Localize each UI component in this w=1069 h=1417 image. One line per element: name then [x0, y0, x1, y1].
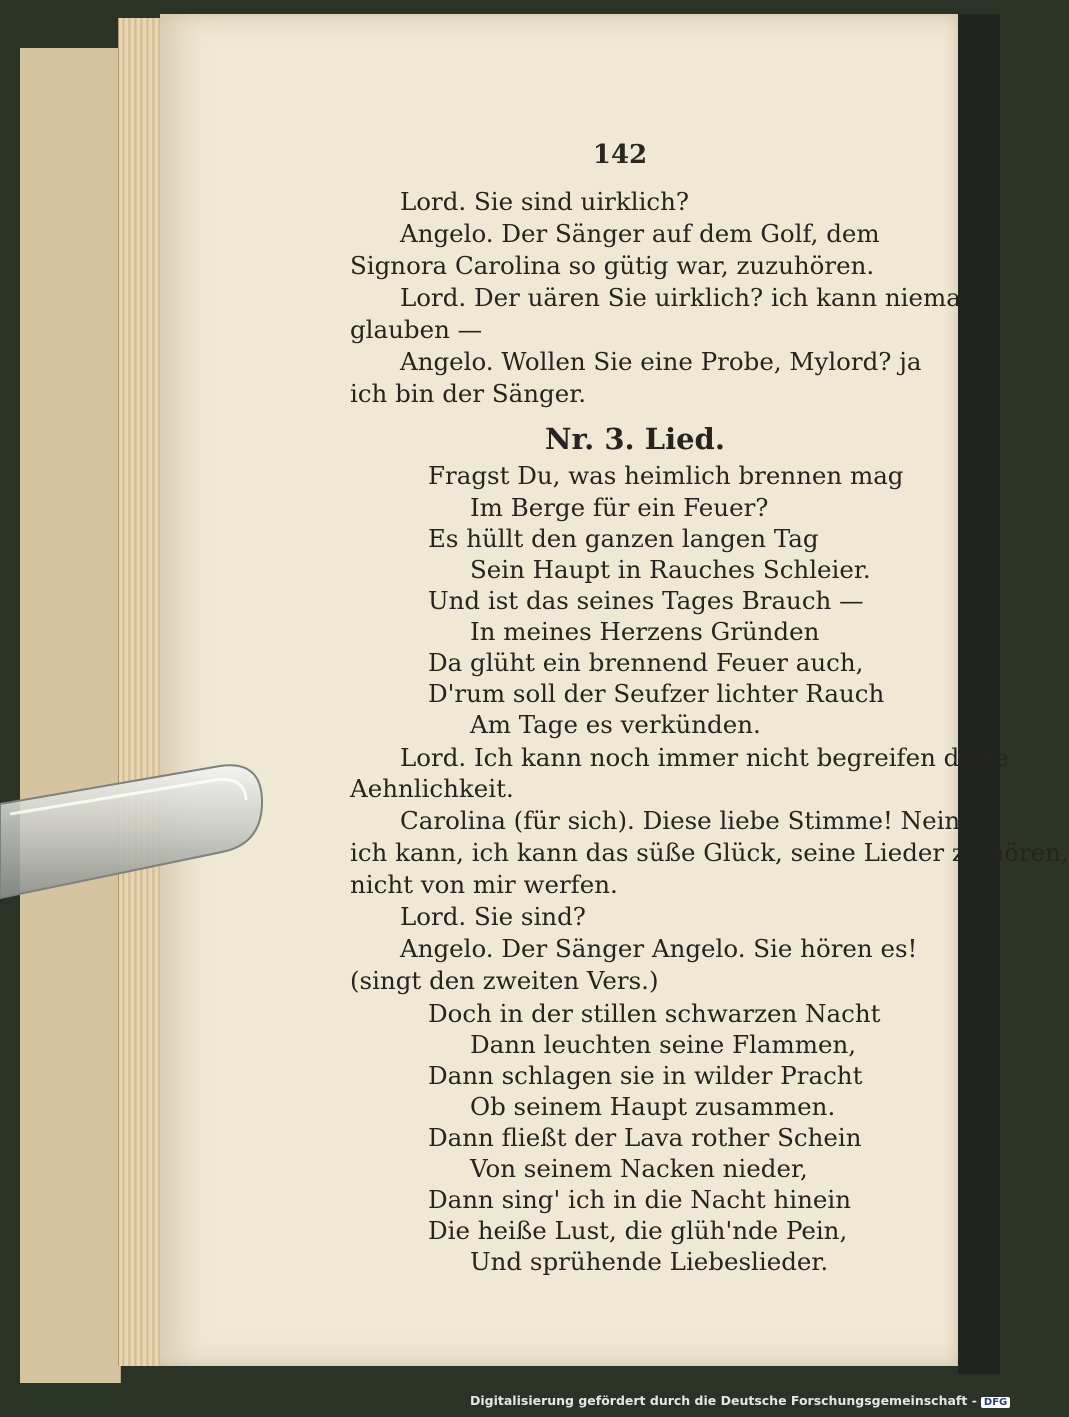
back-page-sheet — [20, 48, 121, 1383]
verse-line: Am Tage es verkünden. — [470, 710, 761, 739]
right-scan-edge — [958, 14, 1000, 1374]
dfg-logo: DFG — [981, 1397, 1010, 1408]
glass-page-holder — [0, 760, 270, 900]
verse-line: Und ist das seines Tages Brauch — — [428, 586, 864, 615]
footer-text: Digitalisierung gefördert durch die Deutsche Forschungsgemeinschaft - — [470, 1393, 977, 1408]
text-line: Angelo. Der Sänger auf dem Golf, dem — [400, 219, 880, 248]
verse-line: Dann leuchten seine Flammen, — [470, 1030, 857, 1059]
page-number: 142 — [592, 140, 648, 170]
text-line: ich bin der Sänger. — [350, 379, 587, 408]
verse-line: In meines Herzens Gründen — [470, 617, 820, 646]
text-line: Lord. Ich kann noch immer nicht begreifen diese — [400, 743, 1009, 772]
verse-line: Die heiße Lust, die glüh'nde Pein, — [428, 1216, 848, 1245]
verse-line: Fragst Du, was heimlich brennen mag — [428, 461, 904, 490]
text-line: Lord. Der uären Sie uirklich? ich kann niemals — [400, 283, 982, 312]
text-line: Angelo. Der Sänger Angelo. Sie hören es! — [400, 934, 918, 963]
text-line: Angelo. Wollen Sie eine Probe, Mylord? ja — [400, 347, 922, 376]
verse-line: Doch in der stillen schwarzen Nacht — [428, 999, 881, 1028]
verse-line: Sein Haupt in Rauches Schleier. — [470, 555, 871, 584]
text-line: Lord. Sie sind? — [400, 902, 586, 931]
digitization-footer — [470, 1393, 1008, 1413]
verse-line: Dann schlagen sie in wilder Pracht — [428, 1061, 863, 1090]
text-line: glauben — — [350, 315, 483, 344]
text-line: ich kann, ich kann das süße Glück, seine Lieder zu hören, — [350, 838, 1069, 867]
verse-line: Da glüht ein brennend Feuer auch, — [428, 648, 864, 677]
text-line: (singt den zweiten Vers.) — [350, 966, 659, 995]
verse-line: Es hüllt den ganzen langen Tag — [428, 524, 819, 553]
text-line: nicht von mir werfen. — [350, 870, 618, 899]
verse-line: D'rum soll der Seufzer lichter Rauch — [428, 679, 885, 708]
verse-line: Dann fließt der Lava rother Schein — [428, 1123, 862, 1152]
verse-line: Von seinem Nacken nieder, — [470, 1154, 808, 1183]
text-line: Aehnlichkeit. — [350, 774, 514, 803]
song-heading: Nr. 3. Lied. — [545, 422, 725, 456]
text-line: Carolina (für sich). Diese liebe Stimme! Nein, — [400, 806, 968, 835]
verse-line: Ob seinem Haupt zusammen. — [470, 1092, 836, 1121]
verse-line: Im Berge für ein Feuer? — [470, 493, 769, 522]
text-line: Lord. Sie sind uirklich? — [400, 187, 690, 216]
text-line: Signora Carolina so gütig war, zuzuhören. — [350, 251, 875, 280]
verse-line: Dann sing' ich in die Nacht hinein — [428, 1185, 852, 1214]
verse-line: Und sprühende Liebeslieder. — [470, 1247, 829, 1276]
